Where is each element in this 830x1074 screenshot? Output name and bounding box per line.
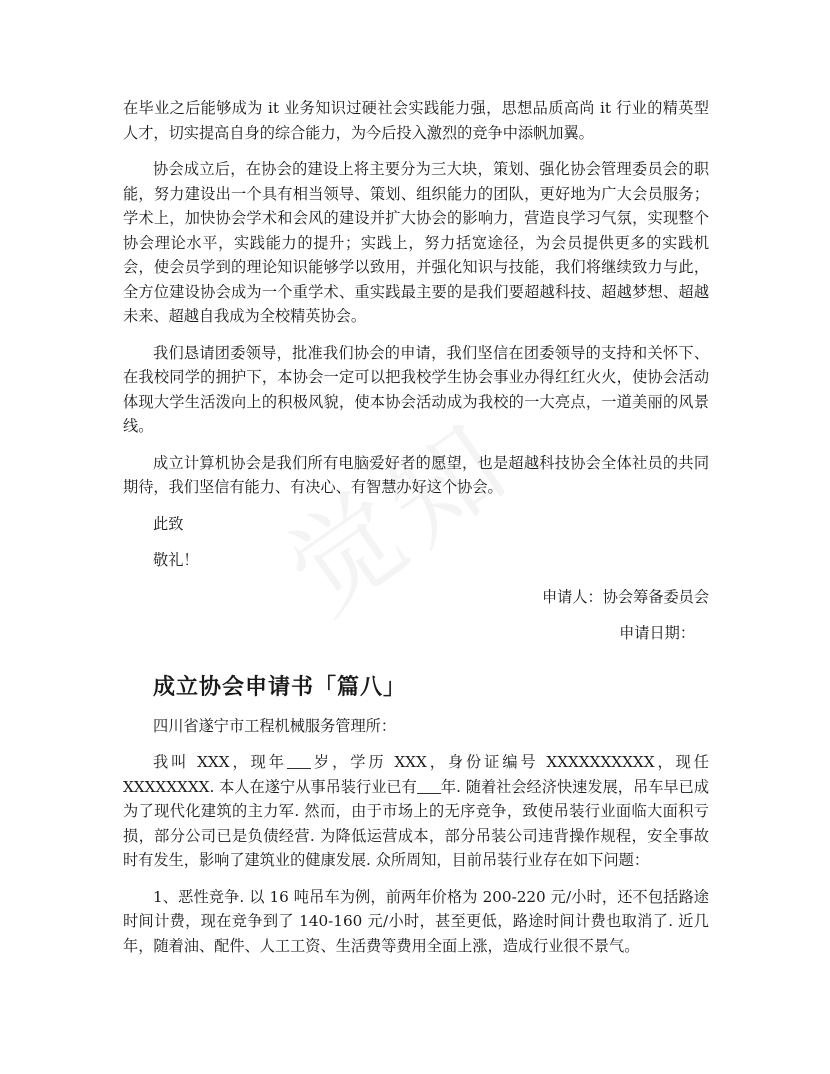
recipient-line: 四川省遂宁市工程机械服务管理所： xyxy=(153,716,396,735)
paragraph-point-1: 1、恶性竞争. 以 16 吨吊车为例，前两年价格为 200-220 元/小时，还不包括路途时间计费，现在竞争到了 140-160 元/小时，甚至更低，路途时间计费也取消了. 近几年，随着油、配件、人工工资、生活费等费用全面上涨，造成行业很不景气。 xyxy=(123,887,709,955)
closing-regards: 敬礼！ xyxy=(153,551,199,569)
intro-text-1: 我叫 XXX，现年 xyxy=(153,753,287,771)
paragraph-request: 我们恳请团委领导，批准我们协会的申请，我们坚信在团委领导的支持和关怀下、在我校同学的拥护下，本协会一定可以把我校学生协会事业办得红红火火，使协会活动体现大学生活泼向上的积极风貌，使本协会活动成为我校的一大亮点，一道美丽的风景线。 xyxy=(123,343,709,435)
paragraph-continuation: 在毕业之后能够成为 it 业务知识过硬社会实践能力强，思想品质高尚 it 行业的精英型人才，切实提高自身的综合能力，为今后投入激烈的竞争中添帆加翼。 xyxy=(123,99,709,142)
age-blank xyxy=(287,752,311,769)
section-title: 成立协会申请书「篇八」 xyxy=(153,673,407,700)
paragraph-association-plan: 协会成立后，在协会的建设上将主要分为三大块，策划、强化协会管理委员会的职能，努力建设出一个具有相当领导、策划、组织能力的团队，更好地为广大会员服务；学术上，加快协会学术和会风的建设并扩大协会的影响力，营造良学习气氛，实现整个协会理论水平，实践能力的提升；实践上，努力括宽途径，为会员提供更多的实践机会，使会员学到的理论知识能够学以致用，并强化知识与技能，我们将继续致力与此，全方位建设协会成为一个重学术、重实践最主要的是我们要超越科技、超越梦想、超越未来、超越自我成为全校精英协会。 xyxy=(123,160,709,325)
applicant-signature: 申请人：协会筹备委员会 xyxy=(541,587,709,606)
application-date: 申请日期： xyxy=(619,624,695,642)
closing-salute: 此致 xyxy=(153,514,184,533)
intro-text-3: 年. 随着社会经济快速发展，吊车早已成为了现代化建筑的主力军. 然而，由于市场上的无序竞争，致使吊装行业面临大面积亏损，部分公司已是负债经营. 为降低运营成本，部分吊装公司违背操作规程，安全事故时有发生，影响了建筑业的健康发展. 众所周知，目前吊装行业存在如下问题： xyxy=(123,777,710,869)
years-blank xyxy=(417,777,441,794)
paragraph-introduction xyxy=(123,750,709,873)
paragraph-wish: 成立计算机协会是我们所有电脑爱好者的愿望，也是超越科技协会全体社员的共同期待，我们坚信有能力、有决心、有智慧办好这个协会。 xyxy=(123,453,709,496)
intro-text-2: 岁，学历 XXX，身份证编号 XXXXXXXXXX，现任 XXXXXXXX. 本人在遂宁从事吊装行业已有 xyxy=(123,753,709,796)
document-page xyxy=(123,96,709,958)
